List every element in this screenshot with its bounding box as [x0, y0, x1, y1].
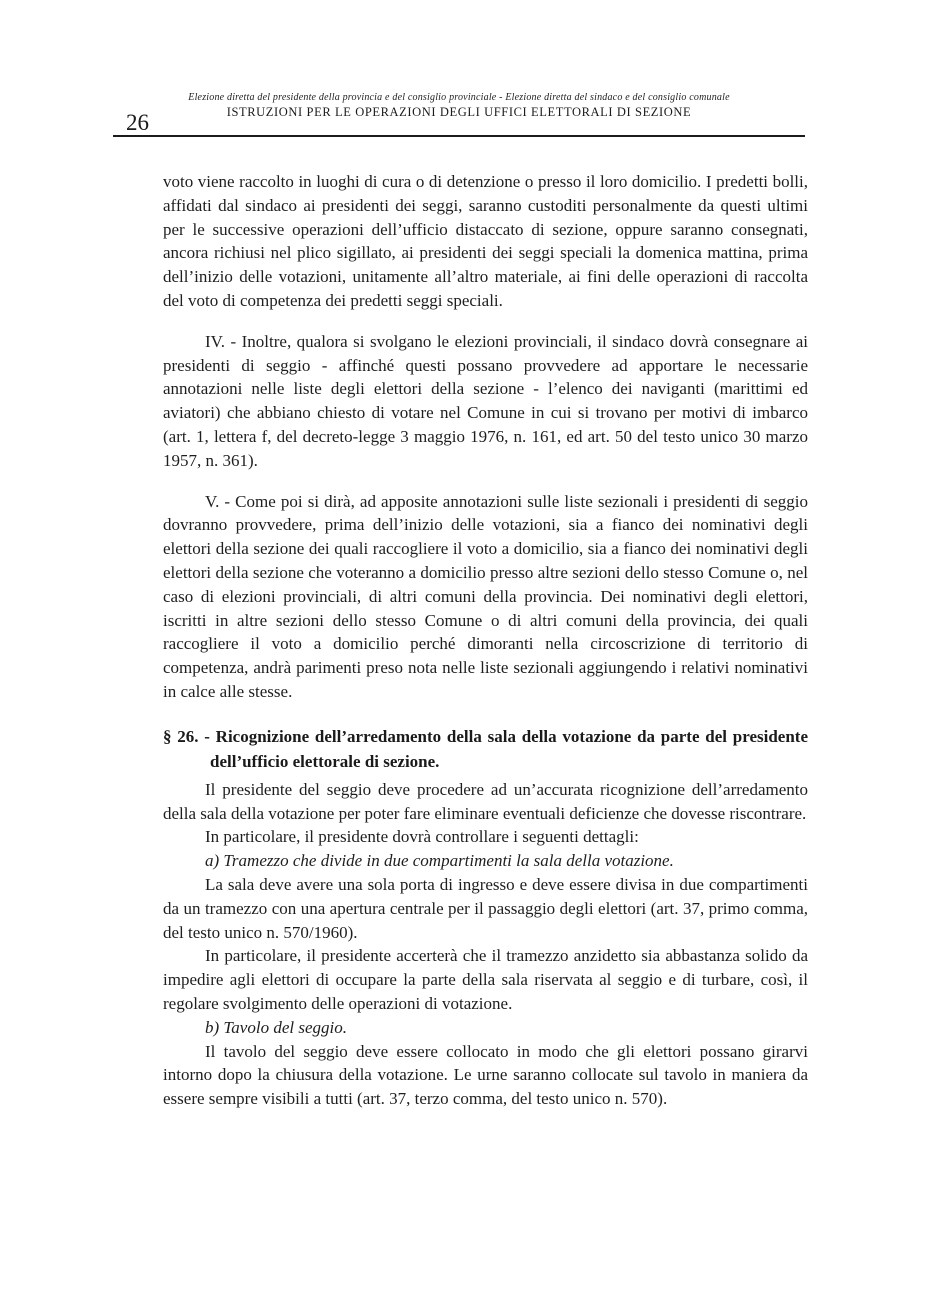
- running-subtitle: ISTRUZIONI PER LE OPERAZIONI DEGLI UFFICI ELETTORALI DI SEZIONE: [226, 105, 692, 119]
- list-item-b-tavolo: b) Tavolo del seggio.: [205, 1017, 347, 1037]
- list-item-a-tramezzo: a) Tramezzo che divide in due compartimenti la sala della votazione.: [205, 851, 674, 871]
- running-title: Elezione diretta del presidente della provincia e del consiglio provinciale - Elezione diretta del sindaco e del consiglio comunale: [188, 92, 730, 103]
- paragraph-tavolo-seggio: Il tavolo del seggio deve essere collocato in modo che gli elettori possano girarvi intorno dopo la chiusura della votazione. Le urne saranno collocate sul tavolo in maniera da essere sempre visibili a tutti (art. 37, terzo comma, del testo unico n. 570).: [163, 1041, 808, 1109]
- page-header: [113, 92, 805, 137]
- paragraph-dettagli-intro: In particolare, il presidente dovrà controllare i seguenti dettagli:: [205, 827, 639, 847]
- paragraph-tramezzo-solido: In particolare, il presidente accerterà che il tramezzo anzidetto sia abbastanza solido da impedire agli elettori di occupare la parte della sala riservata al seggio e di turbare, così, il regolare svolgimento delle operazioni di votazione.: [163, 946, 808, 1013]
- paragraph-v: V. - Come poi si dirà, ad apposite annotazioni sulle liste sezionali i presidenti di seggio dovranno provvedere, prima dell’inizio delle votazioni, sia a fianco dei nominativi degli elettori della sezione dei quali raccogliere il voto a domicilio, sia a fianco dei nominativi degli elettori della sezione che voteranno a domicilio presso altre sezioni dello stesso Comune o, nel caso di elezioni provinciali, di altri comuni della provincia. Dei nominativi degli elettori, iscritti in altre sezioni dello stesso Comune o di altri comuni della provincia, dei quali raccogliere il voto a domicilio perché dimoranti nella circoscrizione di territorio di competenza, andrà parimenti preso nota nelle liste sezionali aggiungendo i relativi nominativi in calce alle stesse.: [163, 491, 808, 701]
- paragraph-sala-porta: La sala deve avere una sola porta di ingresso e deve essere divisa in due compartimenti da un tramezzo con una apertura centrale per il passaggio degli elettori (art. 37, primo comma, del testo unico n. 570/1960).: [163, 874, 808, 942]
- section-heading-26: § 26. - Ricognizione dell’arredamento della sala della votazione da parte del presidente dell’ufficio elettorale di sezione.: [163, 726, 808, 771]
- paragraph-iv: IV. - Inoltre, qualora si svolgano le elezioni provinciali, il sindaco dovrà consegnare ai presidenti di seggio - affinché questi possano provvedere ad apportare le necessarie annotazioni nelle liste degli elettori della sezione - l’elenco dei naviganti (marittimi ed aviatori) che abbiano chiesto di votare nel Comune in cui si trovano per motivi di imbarco (art. 1, lettera f, del decreto-legge 3 maggio 1976, n. 161, ed art. 50 del testo unico 30 marzo 1957, n. 361).: [163, 331, 808, 470]
- page-number: 26: [126, 110, 149, 135]
- body-text: [163, 170, 808, 1111]
- paragraph-continuation: voto viene raccolto in luoghi di cura o di detenzione o presso il loro domicilio. I predetti bolli, affidati dal sindaco ai presidenti dei seggi, saranno custoditi personalmente da questi ultimi per le successive operazioni dell’ufficio distaccato di sezione, oppure saranno consegnati, ancora richiusi nel plico sigillato, ai presidenti dei seggi speciali la domenica mattina, prima dell’inizio delle votazioni, unitamente all’altro materiale, ai fini delle operazioni di raccolta del voto di competenza dei predetti seggi speciali.: [163, 172, 808, 310]
- paragraph-ricognizione: Il presidente del seggio deve procedere ad un’accurata ricognizione dell’arredamento della sala della votazione per poter fare eliminare eventuali deficienze che dovesse riscontrare.: [163, 779, 808, 823]
